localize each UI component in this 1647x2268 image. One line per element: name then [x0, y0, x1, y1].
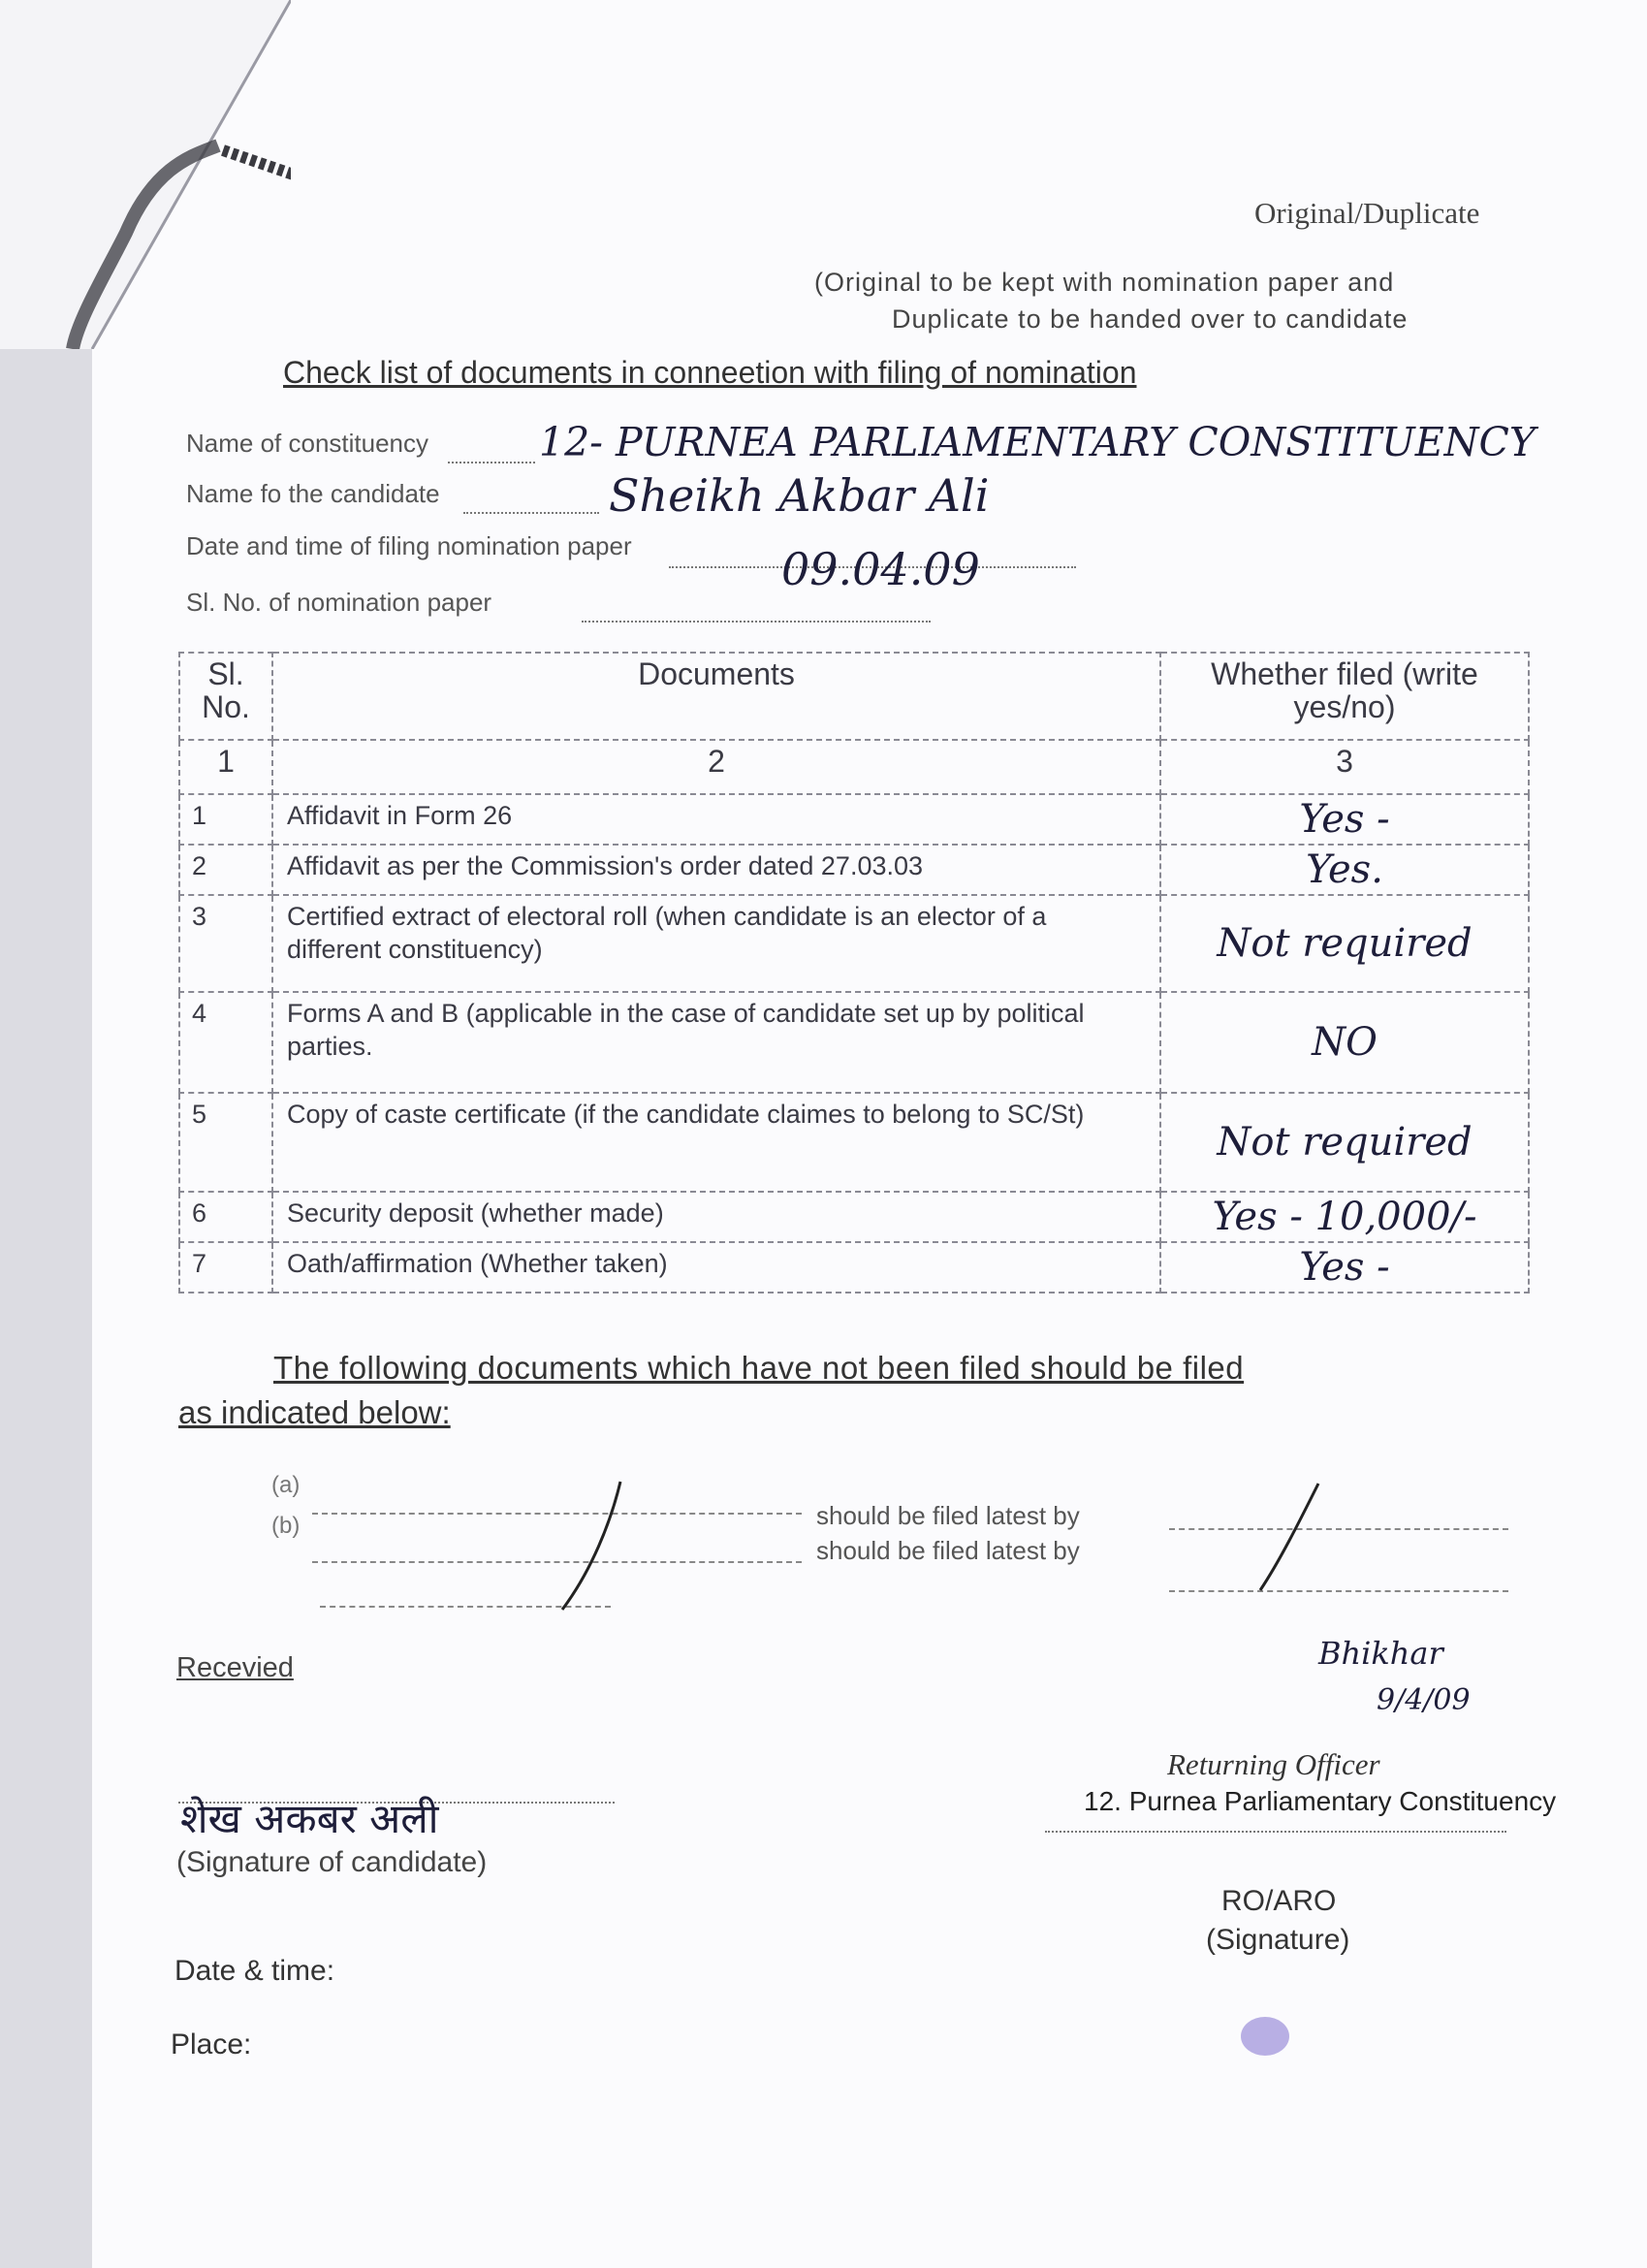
documents-table [178, 652, 1530, 1294]
table-row [179, 1093, 1529, 1192]
candidate-value: Sheikh Akbar Ali [609, 469, 990, 522]
table-row [179, 845, 1529, 895]
following-line2: as indicated below: [178, 1394, 451, 1430]
row-document: Affidavit as per the Commission's order dated 27.03.03 [272, 845, 1160, 895]
candidate-dotline [463, 512, 599, 514]
row-document: Certified extract of electoral roll (when candidate is an elector of a different constituency) [272, 895, 1160, 992]
copy-note-line2: Duplicate to be handed over to candidate [892, 304, 1409, 334]
ink-stamp-blot [1241, 2017, 1289, 2056]
received-label: Recevied [176, 1652, 294, 1683]
page-title: Check list of documents in conneetion with filing of nomination [283, 355, 1137, 390]
column-number-1: 1 [179, 740, 272, 794]
row-filed: Not required [1160, 1093, 1529, 1192]
candidate-label: Name fo the candidate [186, 479, 440, 508]
officer-constituency: 12. Purnea Parliamentary Constituency [1084, 1786, 1557, 1816]
officer-signature-caption: (Signature) [1206, 1924, 1350, 1956]
strike-marks [543, 1474, 1338, 1619]
following-line1: The following documents which have not been filed should be filed [273, 1350, 1245, 1386]
row-number: 5 [179, 1093, 272, 1192]
slno-label: Sl. No. of nomination paper [186, 588, 492, 617]
folded-corner [0, 0, 291, 349]
item-b-deadline-label: should be filed latest by [816, 1536, 1080, 1565]
column-number-row [179, 740, 1529, 794]
officer-title: Returning Officer [1167, 1747, 1380, 1781]
row-number: 1 [179, 794, 272, 845]
slno-dotline [582, 621, 931, 623]
candidate-signature-caption: (Signature of candidate) [176, 1846, 488, 1878]
date-value: 09.04.09 [781, 543, 980, 595]
row-filed: Yes - 10,000/- [1160, 1192, 1529, 1242]
row-filed: Not required [1160, 895, 1529, 992]
column-number-3: 3 [1160, 740, 1529, 794]
header-sl-no: Sl. No. [179, 653, 272, 740]
row-number: 6 [179, 1192, 272, 1242]
row-document: Security deposit (whether made) [272, 1192, 1160, 1242]
row-number: 7 [179, 1242, 272, 1293]
date-label: Date and time of filing nomination paper [186, 531, 632, 560]
constituency-value: 12- PURNEA PARLIAMENTARY CONSTITUENCY [539, 419, 1536, 465]
row-filed: Yes. [1160, 845, 1529, 895]
candidate-signature: शेख अकबर अली [180, 1795, 439, 1842]
table-row [179, 1192, 1529, 1242]
row-number: 3 [179, 895, 272, 992]
header-documents: Documents [272, 653, 1160, 740]
row-document: Forms A and B (applicable in the case of candidate set up by political parties. [272, 992, 1160, 1093]
copy-note-line1: (Original to be kept with nomination paper and [814, 268, 1395, 297]
row-filed: NO [1160, 992, 1529, 1093]
table-row [179, 794, 1529, 845]
table-row [179, 1242, 1529, 1293]
column-number-2: 2 [272, 740, 1160, 794]
row-document: Copy of caste certificate (if the candidate claimes to belong to SC/St) [272, 1093, 1160, 1192]
item-a-label: (a) [271, 1472, 301, 1498]
row-number: 4 [179, 992, 272, 1093]
item-b-label: (b) [271, 1513, 301, 1539]
row-document: Affidavit in Form 26 [272, 794, 1160, 845]
table-row [179, 895, 1529, 992]
row-filed: Yes - [1160, 1242, 1529, 1293]
table-row [179, 992, 1529, 1093]
officer-dotline [1045, 1831, 1506, 1833]
place-label: Place: [171, 2028, 252, 2060]
ro-aro-label: RO/ARO [1221, 1885, 1337, 1917]
officer-initials: Bhikhar [1318, 1635, 1443, 1672]
constituency-dotline [448, 462, 535, 463]
table-header-row [179, 653, 1529, 740]
copy-type-label: Original/Duplicate [1254, 196, 1480, 230]
date-time-label: Date & time: [174, 1955, 335, 1987]
officer-initials-date: 9/4/09 [1377, 1683, 1471, 1717]
row-number: 2 [179, 845, 272, 895]
item-a-deadline-label: should be filed latest by [816, 1501, 1080, 1530]
header-filed: Whether filed (write yes/no) [1160, 653, 1529, 740]
constituency-label: Name of constituency [186, 429, 429, 458]
row-filed: Yes - [1160, 794, 1529, 845]
row-document: Oath/affirmation (Whether taken) [272, 1242, 1160, 1293]
